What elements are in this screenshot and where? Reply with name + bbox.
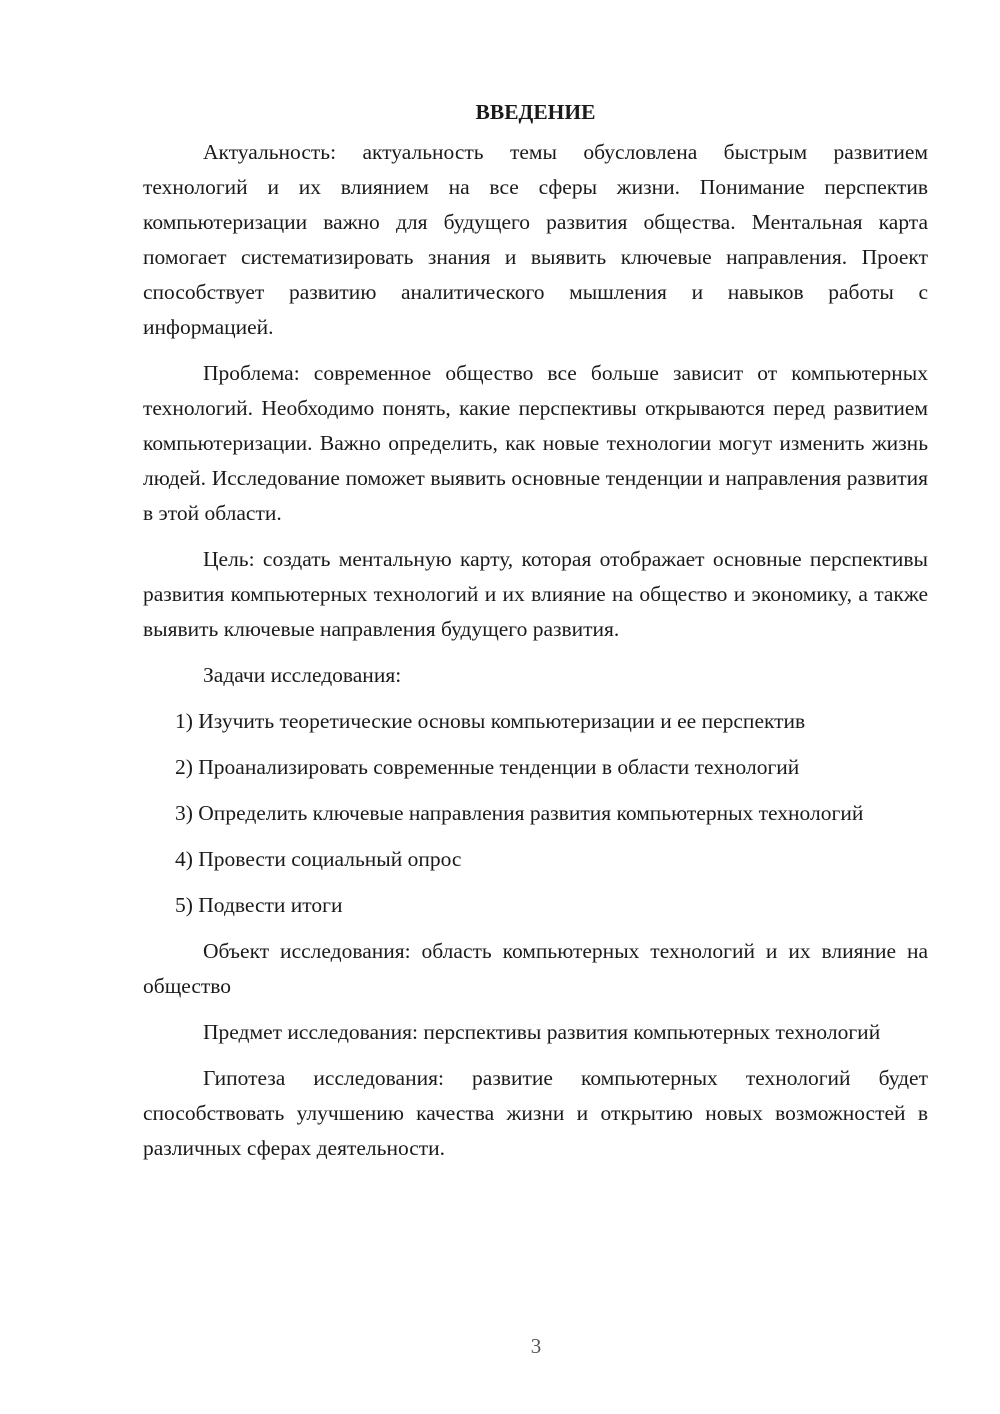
paragraph-tasks-heading: Задачи исследования: xyxy=(203,663,402,687)
paragraph-relevance: Актуальность: актуальность темы обусловлена быстрым развитием технологий и их влиянием на все сферы жизни. Понимание перспектив компьютеризации важно для будущего развития общества. Ментальная карта помогает систематизировать знания и выявить ключевые направления. Проект способствует развитию аналитического мышления и навыков работы с информацией. xyxy=(143,140,928,339)
page-number: 3 xyxy=(530,1334,542,1358)
task-item-2: 2) Проанализировать современные тенденции в области технологий xyxy=(175,755,800,779)
paragraph-object: Объект исследования: область компьютерных технологий и их влияние на общество xyxy=(143,939,928,998)
paragraph-problem: Проблема: современное общество все больше зависит от компьютерных технологий. Необходимо понять, какие перспективы открываются перед развитием компьютеризации. Важно определить, как новые технологии могут изменить жизнь людей. Исследование поможет выявить основные тенденции и направления развития в этой области. xyxy=(143,361,928,525)
task-item-5: 5) Подвести итоги xyxy=(175,893,343,917)
page-title: ВВЕДЕНИЕ xyxy=(475,100,596,124)
task-item-4: 4) Провести социальный опрос xyxy=(175,847,462,871)
paragraph-goal: Цель: создать ментальную карту, которая отображает основные перспективы развития компьютерных технологий и их влияние на общество и экономику, а также выявить ключевые направления будущего развития. xyxy=(143,547,928,641)
paragraph-subject: Предмет исследования: перспективы развития компьютерных технологий xyxy=(203,1020,881,1044)
task-item-1: 1) Изучить теоретические основы компьютеризации и ее перспектив xyxy=(175,709,806,733)
text-block xyxy=(143,95,928,1177)
paragraph-hypothesis: Гипотеза исследования: развитие компьютерных технологий будет способствовать улучшению качества жизни и открытию новых возможностей в различных сферах деятельности. xyxy=(143,1066,928,1160)
task-item-3: 3) Определить ключевые направления развития компьютерных технологий xyxy=(175,801,864,825)
